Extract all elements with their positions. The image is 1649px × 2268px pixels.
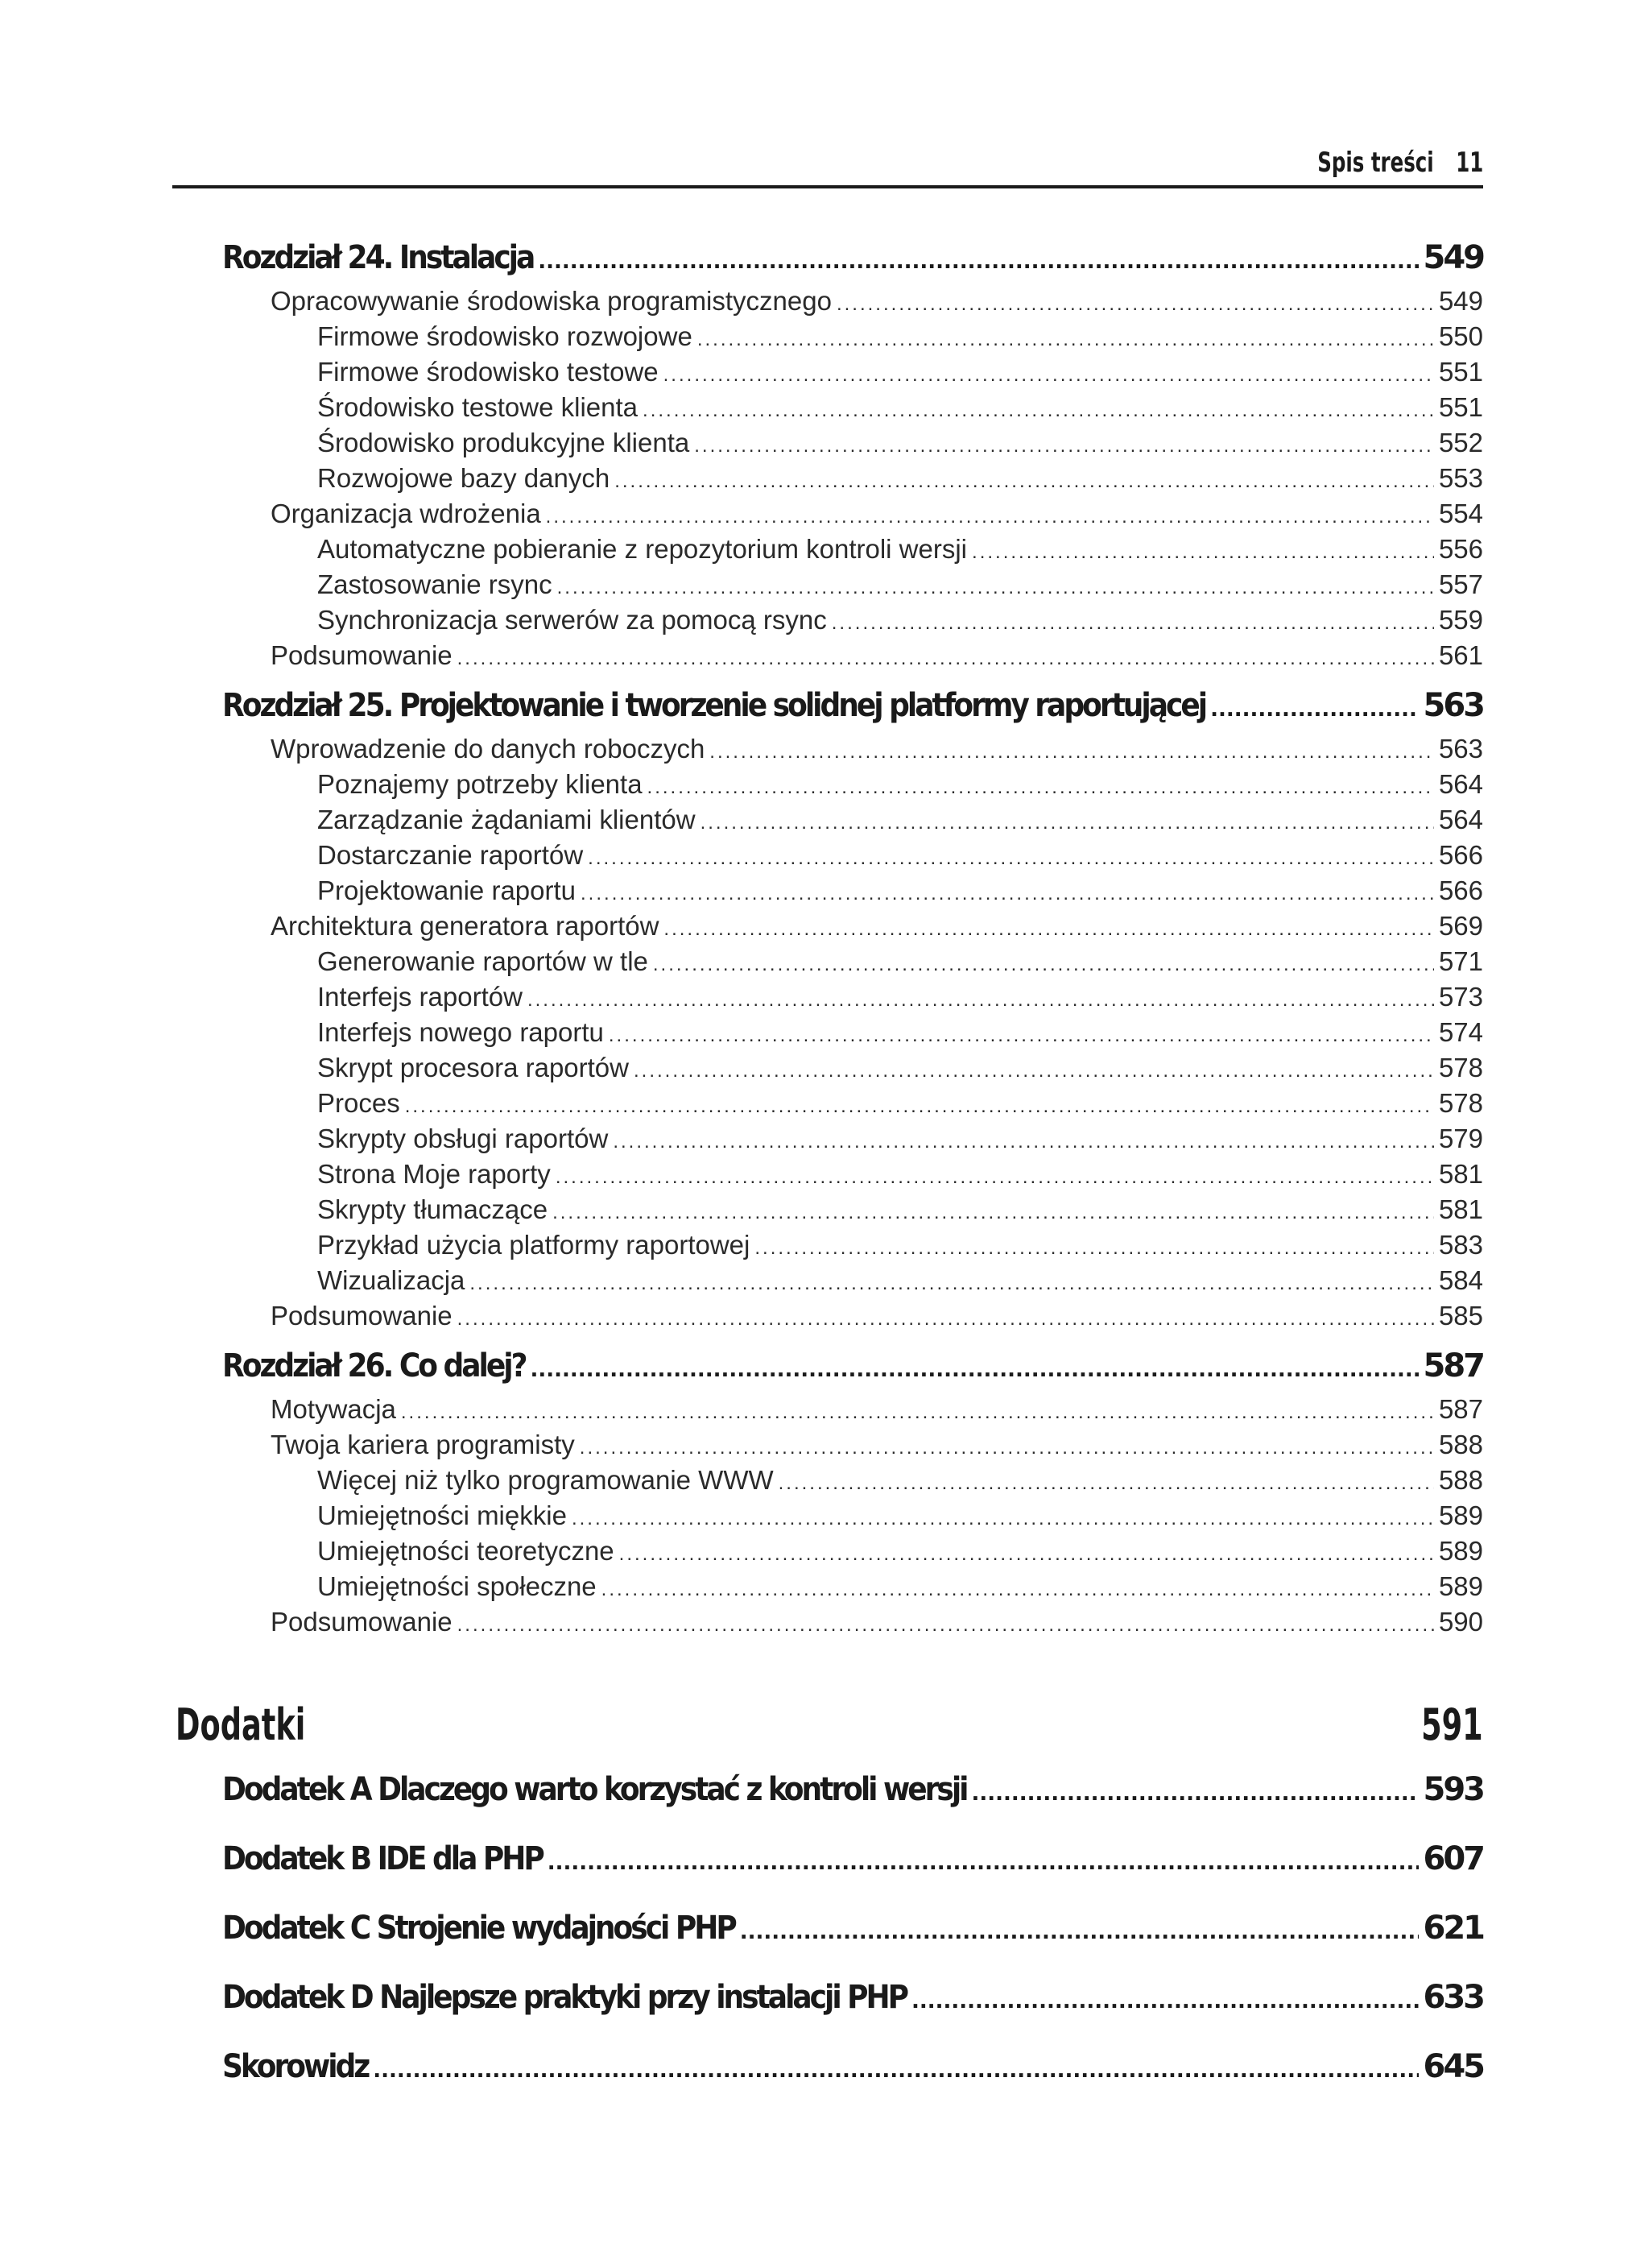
chapter-heading[interactable] [222, 1345, 1483, 1387]
dot-leader [754, 1227, 1434, 1266]
entry-title: Środowisko testowe klienta [317, 392, 639, 422]
page-number: 581 [1438, 1194, 1483, 1224]
dot-leader [1210, 685, 1418, 730]
page-number: 645 [1423, 2048, 1483, 2085]
page-number: 551 [1438, 357, 1483, 387]
appendix-entry[interactable] [222, 1976, 1483, 2018]
page-number: 587 [1438, 1394, 1483, 1424]
page-number: 550 [1438, 321, 1483, 351]
entry-title: Dodatek D Najlepsze praktyki przy instalacji PHP [222, 1979, 907, 2016]
page-number: 549 [1423, 239, 1483, 276]
entry-title: Rozwojowe bazy danych [317, 463, 610, 493]
page-number: 578 [1438, 1088, 1483, 1118]
entry-title: Dodatek C Strojenie wydajności PHP [222, 1910, 735, 1947]
page-number: 573 [1438, 982, 1483, 1012]
entry-title: Zarządzanie żądaniami klientów [317, 805, 696, 834]
toc-entry[interactable] [222, 1533, 1483, 1569]
page-number: 589 [1438, 1500, 1483, 1530]
page-number: 587 [1423, 1347, 1483, 1384]
page-number: 579 [1438, 1124, 1483, 1153]
dot-leader [832, 602, 1434, 641]
toc-entry[interactable] [222, 319, 1483, 354]
dot-leader [527, 979, 1434, 1018]
dot-leader [601, 1569, 1434, 1608]
toc-entry[interactable] [222, 390, 1483, 425]
page-number: 593 [1423, 1771, 1483, 1808]
entry-title: Poznajemy potrzeby klienta [317, 769, 643, 799]
entry-title: Motywacja [271, 1394, 396, 1424]
toc-entry[interactable] [222, 602, 1483, 638]
header-page-number: 11 [1455, 147, 1483, 179]
running-header [172, 129, 1483, 188]
entry-title: Dodatek A Dlaczego warto korzystać z kontroli wersji [222, 1771, 967, 1808]
toc-entry[interactable] [222, 838, 1483, 873]
entry-title: Podsumowanie [271, 1607, 453, 1637]
page-number: 569 [1438, 911, 1483, 941]
dot-leader [538, 237, 1418, 283]
page-number: 607 [1423, 1840, 1483, 1877]
entry-title: Wprowadzenie do danych roboczych [271, 734, 705, 764]
page-number: 589 [1438, 1536, 1483, 1566]
dot-leader [972, 532, 1434, 570]
entry-title: Podsumowanie [271, 640, 453, 670]
appendix-entry[interactable] [222, 2046, 1483, 2088]
toc-entry[interactable] [222, 1463, 1483, 1498]
page-number: 566 [1438, 840, 1483, 870]
dot-leader [740, 1907, 1419, 1953]
page-number: 559 [1438, 605, 1483, 635]
toc-entry[interactable] [222, 979, 1483, 1015]
toc-entry[interactable] [222, 1498, 1483, 1533]
entry-title: Skrypty obsługi raportów [317, 1124, 609, 1153]
entry-title: Skrypty tłumaczące [317, 1194, 548, 1224]
entry-title: Umiejętności miękkie [317, 1500, 567, 1530]
entry-title: Organizacja wdrożenia [271, 499, 541, 528]
page-number: 561 [1438, 640, 1483, 670]
entry-title: Środowisko produkcyjne klienta [317, 428, 690, 457]
chapter-heading[interactable] [222, 685, 1483, 726]
entry-title: Dodatek B IDE dla PHP [222, 1840, 543, 1877]
page-number: 588 [1438, 1465, 1483, 1495]
dot-leader [709, 731, 1434, 770]
dot-leader [469, 1263, 1434, 1302]
chapter-heading[interactable] [222, 237, 1483, 279]
entry-title: Projektowanie raportu [317, 875, 577, 905]
entry-title: Automatyczne pobieranie z repozytorium kontroli wersji [317, 534, 968, 564]
page-number: 578 [1438, 1053, 1483, 1082]
toc-entry[interactable] [222, 638, 1483, 673]
entry-title: Opracowywanie środowiska programistycznego [271, 286, 832, 316]
appendix-list [222, 1769, 1483, 2115]
toc-entry[interactable] [222, 802, 1483, 838]
toc-entry[interactable] [222, 532, 1483, 567]
toc-entry[interactable] [222, 284, 1483, 319]
toc-entry[interactable] [222, 1392, 1483, 1427]
entry-title: Strona Moje raporty [317, 1159, 551, 1189]
dot-leader [580, 1427, 1434, 1466]
dot-leader [694, 425, 1434, 464]
page-number: 564 [1438, 805, 1483, 834]
dot-leader [457, 1298, 1434, 1337]
page-number: 588 [1438, 1430, 1483, 1459]
page-number: 557 [1438, 569, 1483, 599]
entry-title: Wizualizacja [317, 1265, 465, 1295]
entry-title: Rozdział 26. Co dalej? [222, 1347, 526, 1384]
dot-leader [643, 390, 1434, 428]
dot-leader [405, 1086, 1434, 1124]
page-number: 633 [1423, 1979, 1483, 2016]
entry-title: Umiejętności teoretyczne [317, 1536, 614, 1566]
dot-leader [457, 638, 1434, 677]
entry-title: Architektura generatora raportów [271, 911, 659, 941]
page-number: 574 [1438, 1017, 1483, 1047]
part-heading [176, 1699, 1483, 1750]
toc-entry[interactable] [222, 496, 1483, 532]
page-number: 589 [1438, 1571, 1483, 1601]
entry-title: Interfejs raportów [317, 982, 523, 1012]
page-number: 584 [1438, 1265, 1483, 1295]
dot-leader [572, 1498, 1434, 1537]
page-number: 585 [1438, 1301, 1483, 1331]
page-number: 551 [1438, 392, 1483, 422]
toc-entry[interactable] [222, 354, 1483, 390]
dot-leader [401, 1392, 1434, 1430]
page-number: 554 [1438, 499, 1483, 528]
entry-title: Przykład użycia platformy raportowej [317, 1230, 750, 1260]
page-number: 564 [1438, 769, 1483, 799]
dot-leader [546, 496, 1434, 535]
dot-leader [837, 284, 1434, 322]
table-of-contents [222, 237, 1483, 1640]
page-number: 552 [1438, 428, 1483, 457]
dot-leader [548, 1838, 1419, 1884]
entry-title: Twoja kariera programisty [271, 1430, 575, 1459]
page-number: 571 [1438, 946, 1483, 976]
appendix-entry[interactable] [222, 1769, 1483, 1811]
dot-leader [971, 1769, 1418, 1815]
page-number: 621 [1423, 1910, 1483, 1947]
toc-entry[interactable] [222, 461, 1483, 496]
toc-entry[interactable] [222, 1192, 1483, 1227]
page-number: 583 [1438, 1230, 1483, 1260]
toc-entry[interactable] [222, 1569, 1483, 1604]
toc-entry[interactable] [222, 1015, 1483, 1050]
entry-title: Firmowe środowisko rozwojowe [317, 321, 692, 351]
toc-entry[interactable] [222, 944, 1483, 979]
toc-entry[interactable] [222, 1604, 1483, 1640]
page-number: 581 [1438, 1159, 1483, 1189]
toc-entry[interactable] [222, 731, 1483, 767]
entry-title: Zastosowanie rsync [317, 569, 552, 599]
dot-leader [697, 319, 1434, 358]
dot-leader [663, 354, 1434, 393]
toc-entry[interactable] [222, 873, 1483, 908]
toc-entry[interactable] [222, 1157, 1483, 1192]
toc-entry[interactable] [222, 1050, 1483, 1086]
toc-entry[interactable] [222, 425, 1483, 461]
page-number: 590 [1438, 1607, 1483, 1637]
toc-entry[interactable] [222, 1298, 1483, 1334]
page-number: 556 [1438, 534, 1483, 564]
dot-leader [647, 767, 1434, 805]
page-number: 563 [1423, 687, 1483, 724]
entry-title: Więcej niż tylko programowanie WWW [317, 1465, 774, 1495]
dot-leader [557, 567, 1434, 606]
dot-leader [911, 1976, 1418, 2022]
entry-title: Proces [317, 1088, 400, 1118]
dot-leader [457, 1604, 1434, 1643]
dot-leader [619, 1533, 1434, 1572]
page-number: 553 [1438, 463, 1483, 493]
header-title: Spis treści [1317, 147, 1434, 179]
toc-entry[interactable] [222, 1263, 1483, 1298]
dot-leader [609, 1015, 1434, 1053]
page-number: 563 [1438, 734, 1483, 764]
entry-title: Umiejętności społeczne [317, 1571, 597, 1601]
toc-entry[interactable] [222, 1227, 1483, 1263]
page-number: 549 [1438, 286, 1483, 316]
toc-entry[interactable] [222, 767, 1483, 802]
part-title: Dodatki [176, 1699, 306, 1750]
appendix-entry[interactable] [222, 1838, 1483, 1880]
entry-title: Rozdział 24. Instalacja [222, 239, 534, 276]
dot-leader [588, 838, 1434, 876]
dot-leader [653, 944, 1434, 983]
dot-leader [373, 2046, 1418, 2092]
entry-title: Skrypt procesora raportów [317, 1053, 629, 1082]
toc-entry[interactable] [222, 1121, 1483, 1157]
part-page-number: 591 [1421, 1699, 1483, 1750]
entry-title: Rozdział 25. Projektowanie i tworzenie solidnej platformy raportującej [222, 687, 1206, 724]
entry-title: Synchronizacja serwerów za pomocą rsync [317, 605, 827, 635]
toc-entry[interactable] [222, 567, 1483, 602]
dot-leader [581, 873, 1434, 912]
dot-leader [634, 1050, 1434, 1089]
dot-leader [663, 908, 1434, 947]
entry-title: Skorowidz [222, 2048, 369, 2085]
entry-title: Podsumowanie [271, 1301, 453, 1331]
dot-leader [614, 461, 1434, 499]
dot-leader [613, 1121, 1434, 1160]
dot-leader [556, 1157, 1434, 1195]
entry-title: Firmowe środowisko testowe [317, 357, 659, 387]
toc-entry[interactable] [222, 908, 1483, 944]
page-number: 566 [1438, 875, 1483, 905]
entry-title: Dostarczanie raportów [317, 840, 584, 870]
entry-title: Generowanie raportów w tle [317, 946, 648, 976]
dot-leader [779, 1463, 1434, 1501]
dot-leader [552, 1192, 1434, 1231]
toc-entry[interactable] [222, 1086, 1483, 1121]
appendix-entry[interactable] [222, 1907, 1483, 1949]
entry-title: Interfejs nowego raportu [317, 1017, 604, 1047]
toc-entry[interactable] [222, 1427, 1483, 1463]
dot-leader [530, 1345, 1418, 1391]
dot-leader [701, 802, 1434, 841]
